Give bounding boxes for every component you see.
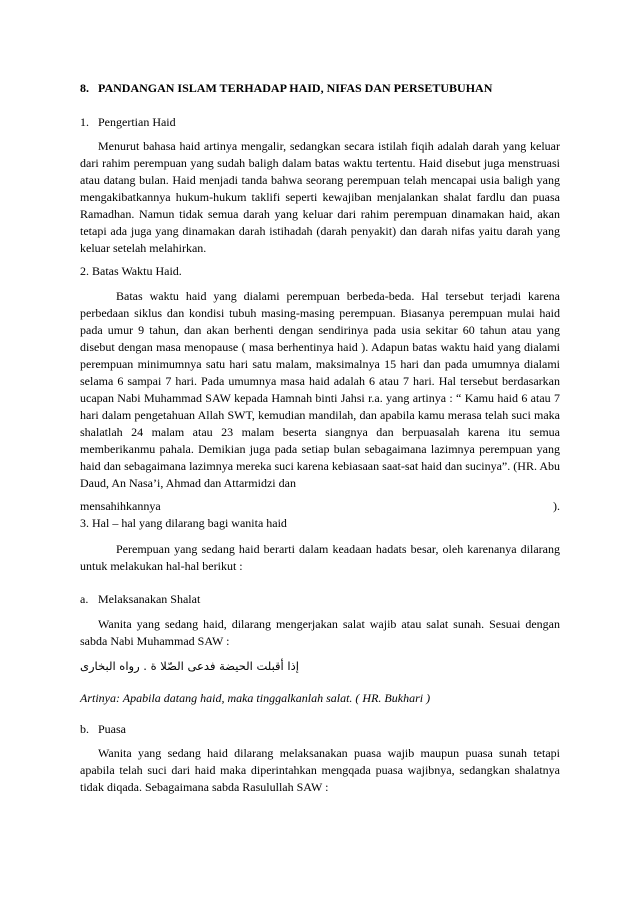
paragraph-pengertian-haid: Menurut bahasa haid artinya mengalir, sedangkan secara istilah fiqih adalah darah yang keluar dari rahim perempuan yang sudah baligh dalam batas waktu tertentu. Haid disebut juga menstruasi atau datang bulan. Haid menjadi tanda bahwa seorang perempuan telah mencapai usia baligh yang mengakibatkannya hukum-hukum taklifi seperti kewajiban menjalankan shalat fardlu dan puasa Ramadhan. Namun tidak semua darah yang keluar dari rahim perempuan dinamakan haid, akan tetapi ada juga yang dinamakan darah istihadah (darah penyakit) dan darah nifas yaitu darah yang keluar setelah melahirkan. <box>80 139 560 255</box>
item-b-label: b. <box>80 722 89 736</box>
arabic-hadith: إذا أقبلت الحيضة فدعى الصّلا ة . رواه البخارى <box>80 659 299 673</box>
paragraph-shalat: Wanita yang sedang haid, dilarang mengerjakan salat wajib atau salat sunah. Sesuai dengan sabda Nabi Muhammad SAW : <box>80 617 560 648</box>
item-b-title <box>80 722 560 737</box>
item-b-text: Puasa <box>98 722 126 736</box>
section-number: 8. <box>80 81 89 95</box>
section-title: PANDANGAN ISLAM TERHADAP HAID, NIFAS DAN PERSETUBUHAN <box>98 81 493 95</box>
paragraph-hal-dilarang: Perempuan yang sedang haid berarti dalam keadaan hadats besar, oleh karenanya dilarang untuk melakukan hal-hal berikut : <box>80 542 560 573</box>
document-page <box>80 0 560 903</box>
paragraph-last-line <box>80 499 560 514</box>
subsection-1-label: Pengertian Haid <box>98 115 176 129</box>
paragraph-puasa: Wanita yang sedang haid dilarang melaksanakan puasa wajib maupun puasa sunah tetapi apabila telah suci dari haid maka diperintahkan mengqada puasa wajibnya, sedangkan shalatnya tidak diqada. Sebagaimana sabda Rasulullah SAW : <box>80 746 560 794</box>
item-a-title <box>80 592 560 607</box>
hadith-translation: Artinya: Apabila datang haid, maka tinggalkanlah salat. ( HR. Bukhari ) <box>80 691 431 705</box>
subsection-1-title <box>80 115 560 130</box>
paragraph-last-line-text: mensahihkannya <box>80 499 161 513</box>
item-a-label: a. <box>80 592 89 606</box>
subsection-2-title: 2. Batas Waktu Haid. <box>80 264 182 278</box>
item-a-text: Melaksanakan Shalat <box>98 592 201 606</box>
paragraph-batas-waktu-haid: Batas waktu haid yang dialami perempuan berbeda-beda. Hal tersebut terjadi karena perbedaan siklus dan kondisi tubuh masing-masing perempuan. Biasanya perempuan mulai haid pada umur 9 tahun, dan akan berhenti dengan sendirinya pada usia sekitar 60 tahun atau yang disebut dengan masa menopause ( masa berhentinya haid ). Adapun batas waktu haid yang dialami perempuan minimumnya satu hari satu malam, maksimalnya 15 hari dan pada umumnya dialami selama 6 sampai 7 hari. Pada umumnya masa haid adalah 6 atau 7 hari. Hal tersebut berdasarkan ucapan Nabi Muhammad SAW kepada Hamnah binti Jahsi r.a. yang artinya : “ Kamu haid 6 atau 7 hari dalam pengetahuan Allah SWT, kemudian mandilah, dan apabila kamu merasa telah suci maka shalatlah 24 malam atau 23 malam beserta siangnya dan berpuasalah karena itu semua memberikanmu pahala. Demikian juga pada setiap bulan sebagaimana lazimnya perempuan yang haid dan sebagaimana lazimnya mereka suci karena kebiasaan saat-sat haid dan sucinya”. (HR. Abu Daud, An Nasa’i, Ahmad dan Attarmidzi dan <box>80 289 560 490</box>
closing-parenthesis: ). <box>553 499 560 513</box>
section-heading <box>80 81 560 96</box>
subsection-1-number: 1. <box>80 115 89 129</box>
subsection-3-title: 3. Hal – hal yang dilarang bagi wanita haid <box>80 516 287 530</box>
